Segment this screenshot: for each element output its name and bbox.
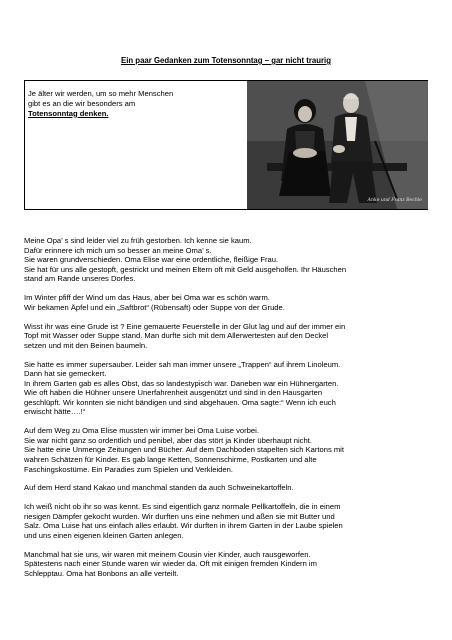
text-line: Dafür erinnere ich mich um so besser an meine Oma’ s. [24,245,212,255]
text-line: Dann hat sie gemeckert. [24,369,107,379]
paragraph [24,502,436,540]
paragraph [24,483,436,493]
intro-text [28,89,218,118]
text-line: erwischt hätte….!“ [24,407,86,417]
elderly-couple-photo [247,81,428,209]
text-line: Auf dem Herd stand Kakao und manchmal standen da auch Schweinekartoffeln. [24,483,294,493]
paragraph [24,236,436,284]
paragraph [24,550,436,579]
photo-illustration [247,81,428,209]
paragraph [24,322,436,351]
text-line: Sie hatte eine Unmenge Zeitungen und Bücher. Auf dem Dachboden stapelten sich Kartons mit [24,445,344,455]
text-line: Sie war nicht ganz so ordentlich und penibel, aber das stört ja Kinder überhaupt nicht. [24,435,312,445]
text-line: Schlepptau. Oma hat Bonbons an alle verteilt. [24,568,179,578]
text-line: und uns einen eigenen kleinen Garten anlegen. [24,530,184,540]
text-line: Manchmal hat sie uns, wir waren mit meinem Cousin vier Kinder, auch rausgeworfen. [24,549,311,559]
text-line: Topf mit Wasser oder Suppe stand. Man durfte sich mit dem Allerwertesten auf den Deckel [24,331,329,341]
text-line: Spätestens nach einer Stunde waren wir wieder da. Oft mit einigen fremden Kindern im [24,559,317,569]
text-line: Im Winter pfiff der Wind um das Haus, aber bei Oma war es schön warm. [24,293,270,303]
document-title: Ein paar Gedanken zum Totensonntag – gar nicht traurig [121,56,331,65]
photo-caption: Anke und Franz Bechle [367,198,422,203]
intro-line: gibt es an die wir besonders am [28,98,136,108]
intro-line: Je älter wir werden, um so mehr Menschen [28,89,174,98]
text-line: Wisst ihr was eine Grude ist ? Eine gemauerte Feuerstelle in der Glut lag und auf der immer ein [24,321,346,331]
body-text [24,236,436,588]
text-line: Ich weiß nicht ob ihr so was kennt. Es sind eigentlich ganz normale Pellkartoffeln, die in einem [24,502,341,512]
text-line: In ihrem Garten gab es alles Obst, das so landestypisch war. Daneben war ein Hühnergarten. [24,378,339,388]
intro-emphasis: Totensonntag denken. [28,108,109,118]
text-line: wahren Schätzen für Kinder. Es gab lange Ketten, Sonnenschirme, Postkarten und alte [24,455,317,465]
text-line: Meine Opa’ s sind leider viel zu früh gestorben. Ich kenne sie kaum. [24,236,252,245]
paragraph [24,360,436,418]
text-line: Sie hat für uns alle gestopft, gestrickt und meinen Eltern oft mit Geld ausgeholfen. Ihr Häuschen [24,264,347,274]
intro-box [24,80,428,210]
text-line: Auf dem Weg zu Oma Elise mussten wir immer bei Oma Luise vorbei. [24,426,259,436]
text-line: Sie hatte es immer supersauber. Leider sah man immer unsere „Trappen“ auf ihrem Linoleum. [24,359,341,369]
paragraph [24,426,436,474]
text-line: riesigen Dämpfer gekocht wurden. Wir durften uns eine nehmen und aßen sie mit Butter und [24,511,335,521]
text-line: geschlüpft. Wir konnten sie nicht bändigen und sind abgehauen. Oma sagte:“ Wenn ich euch [24,397,336,407]
text-line: setzen und mit den Beinen baumeln. [24,340,148,350]
text-line: Salz. Oma Luise hat uns einfach alles erlaubt. Wir durften in ihrem Garten in der Laube spielen [24,521,343,531]
text-line: stand am Rande unseres Dorfes. [24,274,136,284]
text-line: Wie oft haben die Hühner unsere Unerfahrenheit ausgenützt und sind in den Hausgarten [24,388,323,398]
text-line: Sie waren grundverschieden. Oma Elise war eine ordentliche, fleißige Frau. [24,255,279,265]
paragraph [24,293,436,312]
text-line: Wir bekamen Äpfel und ein „Saftbrot“ (Rübensaft) oder Suppe von der Grude. [24,302,285,312]
text-line: Faschingskostüme. Ein Paradies zum Spielen und Verkleiden. [24,464,233,474]
